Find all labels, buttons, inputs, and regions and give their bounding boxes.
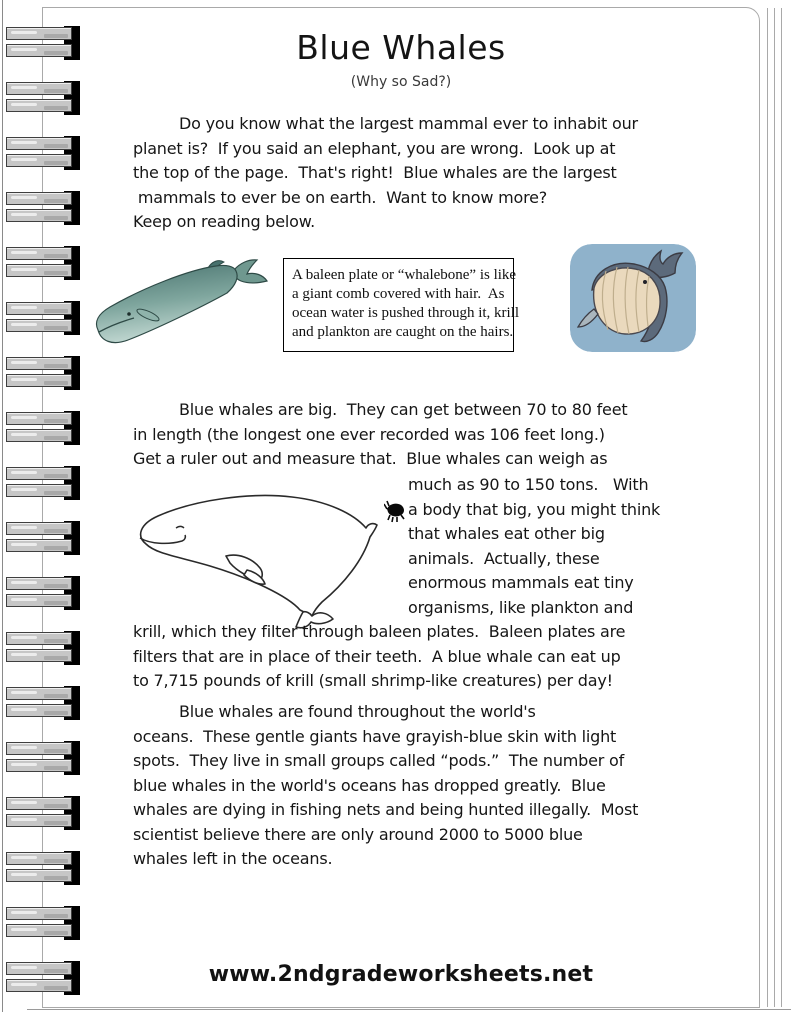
paragraph-intro [133,112,638,235]
text-line: Do you know what the largest mammal ever to inhabit our [179,114,638,133]
page-bottom-shadow [27,1009,791,1010]
text-line: animals. Actually, these [408,548,600,568]
notebook-cover-edge [2,0,3,1012]
spiral-wire-bar [6,632,72,645]
text-line: Keep on reading below. [133,212,316,231]
krill-icon [384,500,406,524]
spiral-wire-bar [6,649,72,662]
text-line: blue whales in the world's oceans has dropped greatly. Blue [133,775,606,795]
spiral-wire-bar [6,814,72,827]
spiral-wire-bar [6,99,72,112]
paragraph-size-wrapped [408,473,660,620]
spiral-coil [6,411,80,445]
text-line: whales left in the oceans. [133,849,333,868]
text-line: planet is? If you said an elephant, you are wrong. Look up at [133,138,616,158]
spiral-wire-bar [6,429,72,442]
spiral-wire-bar [6,209,72,222]
text-line: spots. They live in small groups called “pods.” The number of [133,751,625,770]
text-line: and plankton are caught on the hairs. [292,324,514,340]
spiral-wire-bar [6,374,72,387]
spiral-wire-bar [6,704,72,717]
spiral-coil [6,686,80,720]
baleen-info-box [283,258,520,352]
spiral-wire-bar [6,907,72,920]
paragraph-population [133,700,638,872]
text-line: oceans. These gentle giants have grayish-blue skin with light [133,726,617,746]
text-line: to 7,715 pounds of krill (small shrimp-like creatures) per day! [133,671,613,690]
spiral-coil [6,521,80,555]
text-line: scientist believe there are only around 2000 to 5000 blue [133,824,583,844]
text-line: A baleen plate or “whalebone” is like [292,267,517,283]
cartoon-whale-baleen-illustration [570,244,696,352]
spiral-wire-bar [6,154,72,167]
spiral-coil [6,851,80,885]
page-title: Blue Whales [296,28,506,67]
page-subtitle: (Why so Sad?) [350,74,452,90]
text-line: krill, which they filter through baleen plates. Baleen plates are [133,622,626,641]
text-line: the top of the page. That's right! Blue whales are the largest [133,163,617,182]
spiral-wire-bar [6,577,72,590]
page-stack-line [767,8,768,1007]
spiral-coil [6,741,80,775]
spiral-wire-bar [6,852,72,865]
text-line: whales are dying in fishing nets and being hunted illegally. Most [133,800,639,819]
spiral-wire-bar [6,412,72,425]
text-line: Blue whales are found throughout the world's [179,702,536,721]
spiral-wire-bar [6,264,72,277]
text-line: ocean water is pushed through it, krill [292,305,520,321]
spiral-wire-bar [6,539,72,552]
spiral-wire-bar [6,869,72,882]
spiral-wire-bar [6,247,72,260]
spiral-wire-bar [6,302,72,315]
spiral-wire-bar [6,192,72,205]
blue-whale-line-drawing [130,482,420,630]
spiral-wire-bar [6,797,72,810]
text-line: mammals to ever be on earth. Want to know more? [133,187,548,207]
page-stack-line [774,8,775,1007]
spiral-wire-bar [6,467,72,480]
text-line: much as 90 to 150 tons. With [408,475,649,494]
spiral-coil [6,466,80,500]
spiral-wire-bar [6,357,72,370]
spiral-coil [6,136,80,170]
spiral-coil [6,246,80,280]
text-line: in length (the longest one ever recorded was 106 feet long.) [133,424,605,444]
spiral-wire-bar [6,522,72,535]
spiral-binding [6,26,80,1016]
spiral-coil [6,906,80,940]
spiral-coil [6,191,80,225]
text-line: that whales eat other big [408,524,605,543]
spiral-coil [6,356,80,390]
spiral-wire-bar [6,759,72,772]
spiral-wire-bar [6,594,72,607]
page-stack-line [781,8,782,1007]
spiral-wire-bar [6,484,72,497]
paragraph-size-intro [133,398,627,472]
text-line: filters that are in place of their teeth. A blue whale can eat up [133,646,621,666]
spiral-coil [6,796,80,830]
spiral-coil [6,301,80,335]
spiral-wire-bar [6,687,72,700]
text-line: enormous mammals eat tiny [408,573,634,592]
blue-whale-color-illustration [88,252,273,357]
footer-url: www.2ndgradeworksheets.net [208,962,594,987]
text-line: organisms, like plankton and [408,597,634,617]
text-line: a giant comb covered with hair. As [292,286,505,302]
text-line: Get a ruler out and measure that. Blue whales can weigh as [133,449,608,468]
text-line: Blue whales are big. They can get between 70 to 80 feet [179,400,628,419]
spiral-wire-bar [6,319,72,332]
spiral-wire-bar [6,742,72,755]
text-line: a body that big, you might think [408,499,661,519]
spiral-wire-bar [6,137,72,150]
spiral-coil [6,576,80,610]
spiral-coil [6,631,80,665]
paragraph-krill [133,620,625,694]
spiral-wire-bar [6,924,72,937]
